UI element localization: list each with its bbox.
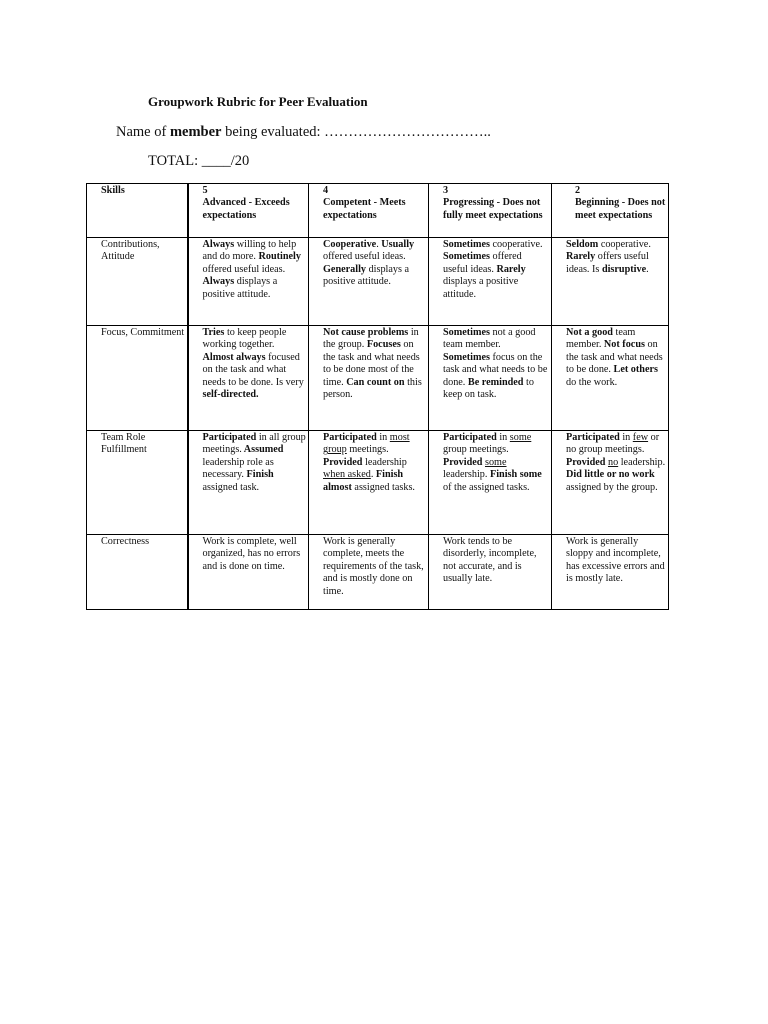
criteria-cell-level-2	[552, 535, 669, 610]
header-level-2-score: 2	[575, 185, 581, 196]
criteria-text: some	[484, 456, 507, 468]
criteria-text: Work tends to be disorderly, incomplete, not accurate, and is usually late.	[443, 536, 537, 585]
criteria-text: leadership role as necessary.	[202, 456, 274, 481]
criteria-cell-level-5	[188, 535, 309, 610]
criteria-text: Finish some	[487, 469, 542, 481]
criteria-text: group meetings.	[443, 444, 509, 456]
criteria-cell-level-4	[309, 431, 429, 535]
criteria-text: assigned tasks.	[351, 481, 415, 493]
criteria-text: or no group meetings.	[566, 432, 660, 456]
criteria-text: offered useful ideas.	[323, 251, 406, 263]
criteria-text: assigned task.	[202, 481, 260, 493]
header-level-5-score: 5	[202, 185, 208, 196]
criteria-text: Sometimes	[443, 251, 490, 263]
criteria-cell-level-3	[429, 238, 552, 326]
criteria-cell-level-2	[552, 238, 669, 326]
criteria-text: in	[619, 432, 633, 443]
criteria-cell-level-5	[188, 238, 309, 326]
header-level-3-score: 3	[443, 185, 449, 196]
criteria-text: most group	[323, 432, 410, 456]
criteria-text: Sometimes	[443, 351, 490, 363]
criteria-text: to keep on task.	[443, 376, 534, 401]
criteria-text: leadership.	[443, 469, 488, 481]
criteria-text: Provided	[566, 456, 606, 468]
criteria-text: Tries	[202, 327, 225, 338]
header-level-2-label: Beginning - Does not meet expectations	[575, 197, 666, 221]
header-level-5-label: Advanced - Exceeds expectations	[202, 197, 290, 221]
criteria-text: Participated	[566, 432, 620, 443]
criteria-text: Can count on	[343, 376, 405, 388]
criteria-text: Rarely	[566, 251, 596, 263]
criteria-text: in	[376, 432, 390, 443]
criteria-cell-level-5	[188, 431, 309, 535]
criteria-text: Always	[202, 239, 235, 250]
criteria-text: in	[496, 432, 510, 443]
criteria-text: leadership	[362, 456, 407, 468]
rubric-row-contributions-attitude	[87, 238, 669, 326]
criteria-text: displays a positive attitude.	[443, 276, 519, 300]
criteria-text: Focuses	[364, 339, 401, 351]
criteria-text: willing to help and do more.	[202, 239, 297, 263]
criteria-text: displays a positive attitude.	[202, 276, 278, 300]
criteria-text: .	[370, 469, 374, 481]
criteria-text: Assumed	[241, 444, 284, 456]
criteria-text: offered useful ideas.	[443, 251, 522, 275]
criteria-text: Participated	[323, 432, 377, 443]
criteria-text: Work is generally complete, meets the requirements of the task, and is mostly done on time.	[323, 536, 424, 597]
header-level-4-score: 4	[323, 185, 329, 196]
criteria-text: offers useful ideas.	[566, 251, 649, 275]
criteria-text: .	[646, 263, 649, 275]
criteria-text: Seldom	[566, 239, 599, 250]
criteria-text: do the work.	[566, 376, 618, 388]
criteria-text: Cooperative	[323, 239, 377, 250]
criteria-text: few	[632, 432, 649, 443]
criteria-text: focus on the task and what needs to be done.	[443, 351, 548, 388]
criteria-text: Always	[202, 276, 235, 288]
criteria-text: on the task and what needs to be done.	[566, 339, 663, 376]
criteria-text: of the assigned tasks.	[443, 481, 530, 493]
criteria-text: to keep people working together.	[202, 327, 287, 351]
criteria-text: Almost always	[202, 351, 266, 363]
criteria-text: this person.	[323, 376, 422, 401]
criteria-text: Work is complete, well organized, has no errors and is done on time.	[202, 536, 301, 572]
criteria-text: Finish almost	[323, 469, 404, 493]
criteria-text: Not cause problems	[323, 327, 409, 338]
criteria-text: Provided	[323, 456, 363, 468]
header-skills	[87, 184, 188, 238]
header-level-4	[309, 184, 429, 238]
criteria-text: some	[509, 432, 532, 443]
criteria-text: Did little or no work	[566, 469, 655, 481]
criteria-text: self-directed.	[202, 389, 259, 401]
criteria-text: no	[607, 456, 619, 468]
member-line-bold: member	[169, 124, 222, 140]
rubric-row-focus-commitment	[87, 326, 669, 431]
rubric-row-correctness	[87, 535, 669, 610]
header-level-4-label: Competent - Meets expectations	[323, 197, 406, 221]
criteria-text: offered useful ideas.	[202, 263, 286, 275]
criteria-text: in the group.	[323, 327, 419, 351]
criteria-cell-level-4	[309, 238, 429, 326]
criteria-text: Sometimes	[443, 327, 490, 338]
document-title: Groupwork Rubric for Peer Evaluation	[148, 94, 368, 109]
criteria-cell-level-3	[429, 535, 552, 610]
criteria-cell-level-5	[188, 326, 309, 431]
total-score-line: TOTAL: ____/20	[148, 153, 250, 169]
header-level-5	[188, 184, 309, 238]
criteria-text: when asked	[323, 469, 371, 481]
criteria-text: Finish	[243, 469, 274, 481]
criteria-text: meetings.	[346, 444, 389, 456]
criteria-text: cooperative.	[489, 239, 543, 250]
criteria-cell-level-2	[552, 326, 669, 431]
criteria-text: Not focus	[601, 339, 645, 351]
criteria-text: not a good team member.	[443, 327, 536, 351]
criteria-text: Is very	[273, 376, 304, 388]
header-row	[87, 184, 669, 238]
header-level-2	[552, 184, 669, 238]
criteria-text: focused on the task and what needs to be done.	[202, 351, 300, 388]
criteria-text: Be reminded	[465, 376, 524, 388]
header-skills-label: Skills	[101, 185, 125, 196]
criteria-text: Let others	[610, 364, 658, 376]
skill-cell: Focus, Commitment	[87, 326, 188, 431]
criteria-text: Participated	[202, 432, 257, 443]
criteria-text: Is	[589, 263, 602, 275]
criteria-text: .	[376, 239, 379, 250]
skill-cell: Team Role Fulfillment	[87, 431, 188, 535]
member-line-prefix: Name of	[116, 124, 170, 140]
criteria-text: Generally	[323, 263, 367, 275]
criteria-text: Routinely	[255, 251, 301, 263]
criteria-text: disruptive	[601, 263, 647, 275]
criteria-text: Participated	[443, 432, 497, 443]
criteria-text: Sometimes	[443, 239, 490, 250]
criteria-text: cooperative.	[598, 239, 651, 250]
criteria-cell-level-3	[429, 326, 552, 431]
header-level-3-label: Progressing - Does not fully meet expectations	[443, 197, 543, 221]
criteria-text: team member.	[566, 327, 636, 351]
criteria-text: Rarely	[493, 263, 526, 275]
criteria-cell-level-4	[309, 535, 429, 610]
skill-cell: Correctness	[87, 535, 188, 610]
criteria-text: displays a positive attitude.	[323, 263, 410, 288]
criteria-cell-level-3	[429, 431, 552, 535]
criteria-text: Usually	[378, 239, 415, 250]
rubric-table	[86, 183, 669, 610]
criteria-text: Not a good	[566, 327, 613, 338]
rubric-row-team-role-fulfillment	[87, 431, 669, 535]
criteria-text: leadership.	[618, 456, 666, 468]
rubric-body	[87, 184, 669, 610]
criteria-text: in all group meetings.	[202, 432, 306, 456]
skill-cell: Contributions, Attitude	[87, 238, 188, 326]
criteria-text: assigned by the group.	[566, 481, 658, 493]
criteria-cell-level-2	[552, 431, 669, 535]
criteria-text: on the task and what needs to be done most of the time.	[323, 339, 420, 388]
criteria-cell-level-4	[309, 326, 429, 431]
header-level-3	[429, 184, 552, 238]
criteria-text: Provided	[443, 456, 483, 468]
criteria-text: Work is generally sloppy and incomplete, has excessive errors and is mostly late.	[566, 536, 665, 585]
member-line-suffix: being evaluated: ……………………………..	[221, 124, 491, 140]
member-name-line	[116, 124, 491, 141]
